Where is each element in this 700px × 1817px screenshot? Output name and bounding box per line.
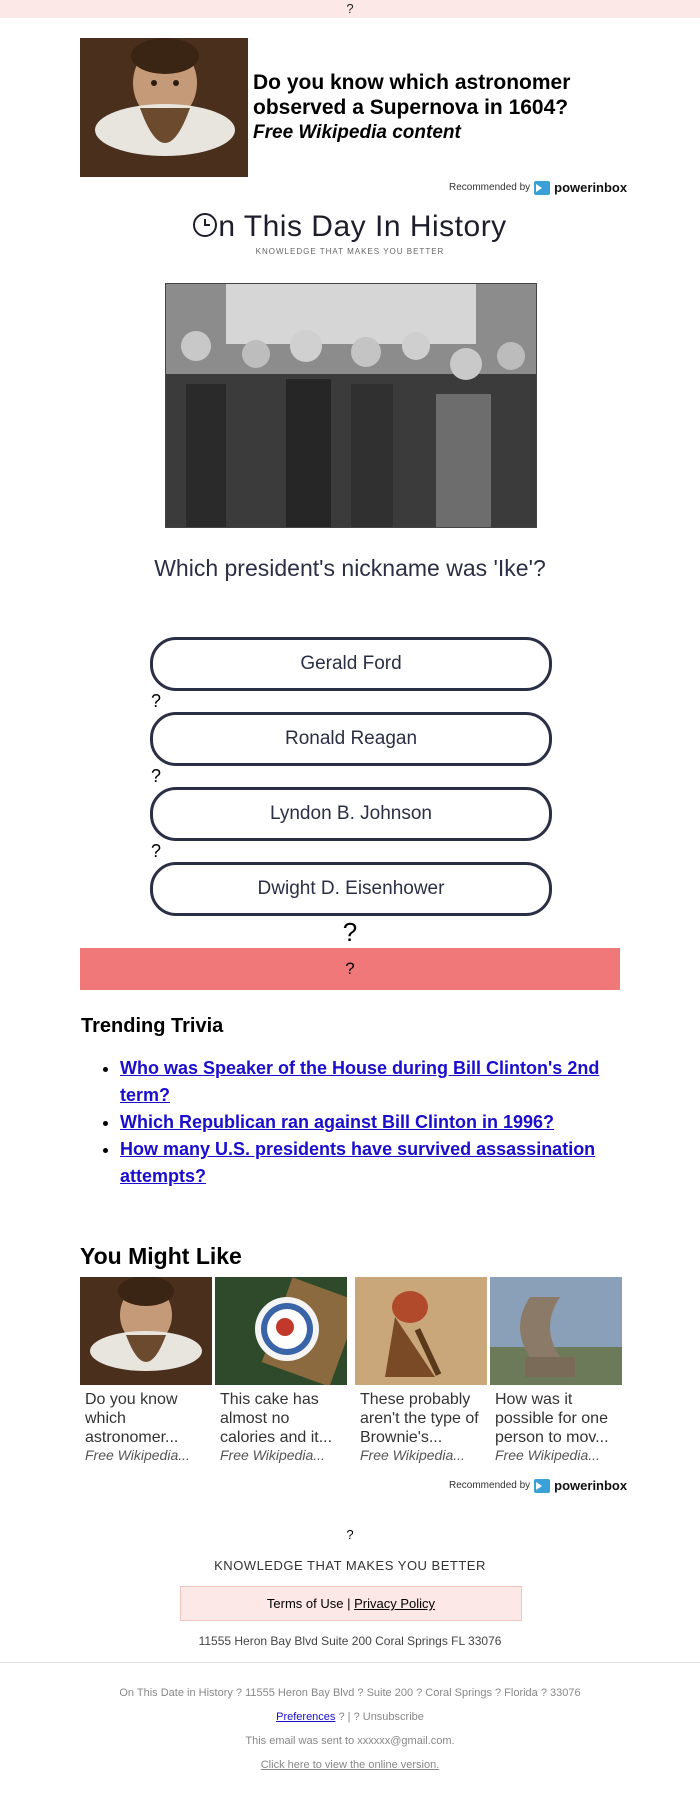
legal-line: On This Date in History ? 11555 Heron Bay Blvd ? Suite 200 ? Coral Springs ? Florida ? 33076 [119,1687,581,1699]
card-source: Free Wikipedia... [85,1447,190,1463]
card-thumbnail [355,1277,487,1385]
footer-links-box [180,1586,522,1621]
trending-link-2[interactable]: Which Republican ran against Bill Clinton in 1996? [120,1112,555,1132]
view-online-link[interactable]: Click here to view the online version. [260,1759,440,1771]
powerinbox-name: powerinbox [554,1478,628,1493]
card-thumbnail [215,1277,347,1385]
answer-separator-1: ? [151,691,162,711]
trending-list [95,1055,640,1190]
answer-separator-3: ? [151,841,162,861]
card-thumbnail [490,1277,622,1385]
recommended-by-bottom[interactable] [449,1478,627,1493]
brand-logo[interactable] [0,210,700,244]
preferences-link[interactable]: Preferences [276,1711,336,1723]
unsubscribe-text[interactable]: ? | ? Unsubscribe [338,1711,424,1723]
card-text: This cake has almost no calories and it... [220,1391,333,1446]
answer-option-2[interactable]: Ronald Reagan [150,712,552,766]
links-separator: | [347,1596,351,1611]
footer-tagline: KNOWLEDGE THAT MAKES YOU BETTER [214,1558,486,1573]
privacy-policy-link[interactable]: Privacy Policy [354,1596,436,1611]
recommended-by-label: Recommended by [449,1480,531,1491]
answer-option-3[interactable]: Lyndon B. Johnson [150,787,552,841]
recommendation-card-2[interactable] [215,1277,347,1463]
clock-icon [193,213,217,237]
powerinbox-logo-icon [534,1479,550,1493]
recommendation-card-1[interactable] [80,1277,212,1463]
brand-name: n This Day In History [218,210,507,243]
ad-subline[interactable]: Free Wikipedia content [253,122,461,143]
brand-tagline: KNOWLEDGE THAT MAKES YOU BETTER [255,247,445,256]
footer-divider [0,1662,700,1663]
trending-item [120,1055,640,1109]
recommended-by-label: Recommended by [449,182,531,193]
footer-address: 11555 Heron Bay Blvd Suite 200 Coral Springs FL 33076 [198,1634,502,1648]
red-banner[interactable]: ? [80,948,620,990]
card-text: These probably aren't the type of Brownie's... [360,1391,479,1446]
after-answers-mark: ? [342,917,358,947]
you-might-like-title: You Might Like [80,1243,242,1269]
trending-link-1[interactable]: Who was Speaker of the House during Bill Clinton's 2nd term? [120,1058,600,1105]
card-thumbnail [80,1277,212,1385]
answer-separator-2: ? [151,766,162,786]
terms-of-use-link[interactable]: Terms of Use [266,1596,344,1611]
card-source: Free Wikipedia... [495,1447,600,1463]
card-source: Free Wikipedia... [360,1447,465,1463]
card-text: Do you know which astronomer... [85,1391,179,1446]
powerinbox-name: powerinbox [554,180,628,195]
card-text: How was it possible for one person to mov... [495,1391,609,1446]
trending-title: Trending Trivia [81,1015,224,1037]
view-online-line [0,1759,700,1771]
trending-item [120,1109,640,1136]
preferences-line [0,1711,700,1723]
recommendation-card-3[interactable] [355,1277,487,1463]
quiz-question: Which president's nickname was 'Ike'? [154,555,546,581]
top-banner: ? [0,0,700,18]
trending-link-3[interactable]: How many U.S. presidents have survived assassination attempts? [120,1139,596,1186]
answer-option-4[interactable]: Dwight D. Eisenhower [150,862,552,916]
card-source: Free Wikipedia... [220,1447,325,1463]
ad-headline[interactable]: Do you know which astronomer observed a Supernova in 1604? [253,71,571,119]
recommended-by-top[interactable] [449,180,627,195]
trending-item [120,1136,640,1190]
footer-question-mark: ? [346,1527,354,1542]
sent-to-text: This email was sent to xxxxxx@gmail.com. [245,1735,455,1747]
answer-option-1[interactable]: Gerald Ford [150,637,552,691]
powerinbox-logo-icon [534,181,550,195]
ad-thumbnail-astronomer[interactable] [80,38,248,177]
hero-photo-presidents [165,283,537,528]
recommendation-card-4[interactable] [490,1277,622,1463]
